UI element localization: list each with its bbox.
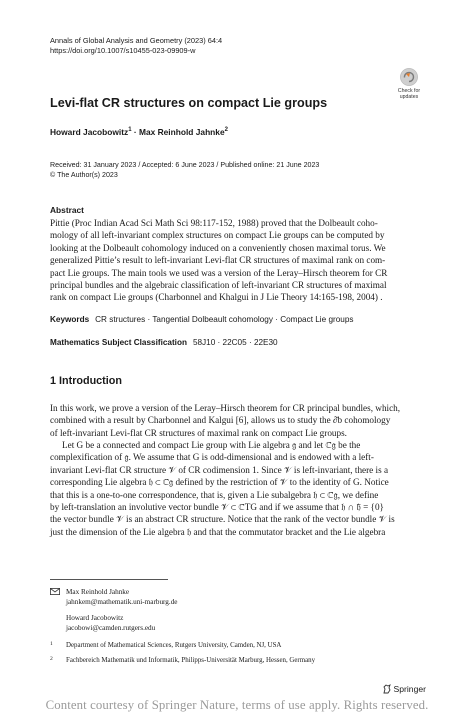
author-2[interactable]: Max Reinhold Jahnke [138, 127, 225, 137]
keywords-text: CR structures · Tangential Dolbeault cohomology · Compact Lie groups [95, 315, 354, 324]
badge-line-1: Check for [397, 88, 421, 94]
intro-line: that this is a one-to-one correspondence, that is, given a Lie subalgebra 𝔥 ⊂ ℂ𝔤, we define [50, 489, 379, 500]
affiliation-text: Fachbereich Mathematik und Informatik, Philipps-Universität Marburg, Hessen, Germany [66, 657, 316, 664]
keywords-label: Keywords [50, 315, 90, 324]
intro-line: just the dimension of the Lie algebra 𝔥 and that the commutator bracket and the Lie algebra [50, 526, 386, 537]
badge-line-2: updates [399, 94, 419, 100]
contact-name: Max Reinhold Jahnke [66, 588, 130, 596]
check-for-updates-icon [400, 68, 418, 86]
intro-line: In this work, we prove a version of the Leray–Hirsch theorem for CR principal bundles, which, [50, 403, 401, 413]
intro-line: invariant Levi-flat CR structure 𝒱 of CR codimension 1. Since 𝒱 is left-invariant, there is a [50, 464, 389, 475]
author-1[interactable]: Howard Jacobowitz [50, 127, 129, 137]
abstract-line: looking at the Dolbeault cohomology induced on a conveniently chosen maximal torus. We [50, 242, 386, 253]
msc-classification [50, 338, 278, 347]
intro-line: of left-invariant Levi-flat CR structures of maximal rank on compact Lie groups. [50, 427, 347, 438]
contact-email[interactable]: jahnkem@mathematik.uni-marburg.de [66, 598, 178, 606]
copyright-notice: © The Author(s) 2023 [50, 171, 118, 179]
author-list [50, 127, 228, 137]
intro-paragraph-1 [50, 402, 426, 439]
intro-line: the vector bundle 𝒱 is an abstract CR structure. Notice that the rank of the vector bundle 𝒱 is [50, 514, 395, 525]
check-for-updates-badge[interactable] [393, 68, 425, 102]
publication-dates: Received: 31 January 2023 / Accepted: 6 June 2023 / Published online: 21 June 2023 [50, 161, 320, 169]
abstract-line: Pittie (Proc Indian Acad Sci Math Sci 98:117-152, 1988) proved that the Dolbeault coho- [50, 218, 378, 228]
corresponding-author-contact [50, 587, 177, 607]
affiliation-number: 2 [50, 656, 53, 662]
msc-codes: 58J10 · 22C05 · 22E30 [192, 338, 278, 347]
publisher-logo [382, 684, 426, 694]
abstract-line: generalized Pittie’s result to left-invariant Levi-flat CR structures of maximal rank on com- [50, 255, 386, 266]
intro-line: corresponding Lie algebra 𝔥 ⊂ ℂ𝔤 defined by the restriction of 𝒱 to the identity of G. Notice [50, 477, 389, 488]
courtesy-notice: Content courtesy of Springer Nature, terms of use apply. Rights reserved. [45, 698, 429, 712]
contact-name: Howard Jacobowitz [66, 614, 124, 622]
section-heading-introduction: 1 Introduction [50, 375, 122, 387]
author-1-affiliation: 1 [128, 127, 132, 134]
author-separator: · [131, 127, 139, 137]
footnote-divider [50, 579, 168, 580]
abstract-line: rank on compact Lie groups (Charbonnel and Khalgui in J Lie Theory 14:165-198, 2004) . [50, 292, 383, 303]
envelope-icon [50, 588, 60, 595]
intro-line: combined with a result by Charbonnel and Kalgui [6], allows us to study the ∂̄b cohomology [50, 415, 391, 426]
intro-line: complexification of 𝔤. We assume that G is odd-dimensional and is endowed with a left- [50, 452, 374, 463]
abstract-heading: Abstract [50, 205, 84, 215]
paper-title: Levi-flat CR structures on compact Lie groups [50, 96, 328, 110]
publisher-name: Springer [393, 684, 426, 694]
abstract-line: pact Lie groups. The main tools we used was a version of the Leray–Hirsch theorem for CR [50, 267, 388, 278]
abstract-text [50, 217, 426, 304]
intro-line: Let G be a connected and compact Lie group with Lie algebra 𝔤 and let ℂ𝔤 be the [62, 440, 361, 450]
intro-line: by left-translation an involutive vector bundle 𝒱 ⊂ ℂTG and if we assume that 𝔥 ∩ 𝔥̄ = {0} [50, 502, 384, 513]
affiliation-number: 1 [50, 641, 53, 647]
journal-citation: Annals of Global Analysis and Geometry (2023) 64:4 [50, 36, 223, 45]
affiliation-text: Department of Mathematical Sciences, Rutgers University, Camden, NJ, USA [66, 642, 282, 649]
author-contact [50, 613, 155, 633]
keywords [50, 315, 353, 324]
msc-label: Mathematics Subject Classification [50, 338, 187, 347]
abstract-line: principal bundles and the algebraic classification of left-invariant CR structures of maximal [50, 280, 387, 291]
affiliation-2 [50, 656, 315, 664]
intro-paragraph-2 [50, 439, 426, 538]
affiliation-1 [50, 641, 281, 649]
abstract-line: mology of all left-invariant complex structures on compact Lie groups can be computed by [50, 230, 385, 241]
springer-horse-icon [382, 684, 392, 694]
contact-email[interactable]: jacobowi@camden.rutgers.edu [66, 624, 156, 632]
doi-link[interactable]: https://doi.org/10.1007/s10455-023-09909-w [50, 46, 196, 55]
author-2-affiliation: 2 [224, 127, 228, 134]
